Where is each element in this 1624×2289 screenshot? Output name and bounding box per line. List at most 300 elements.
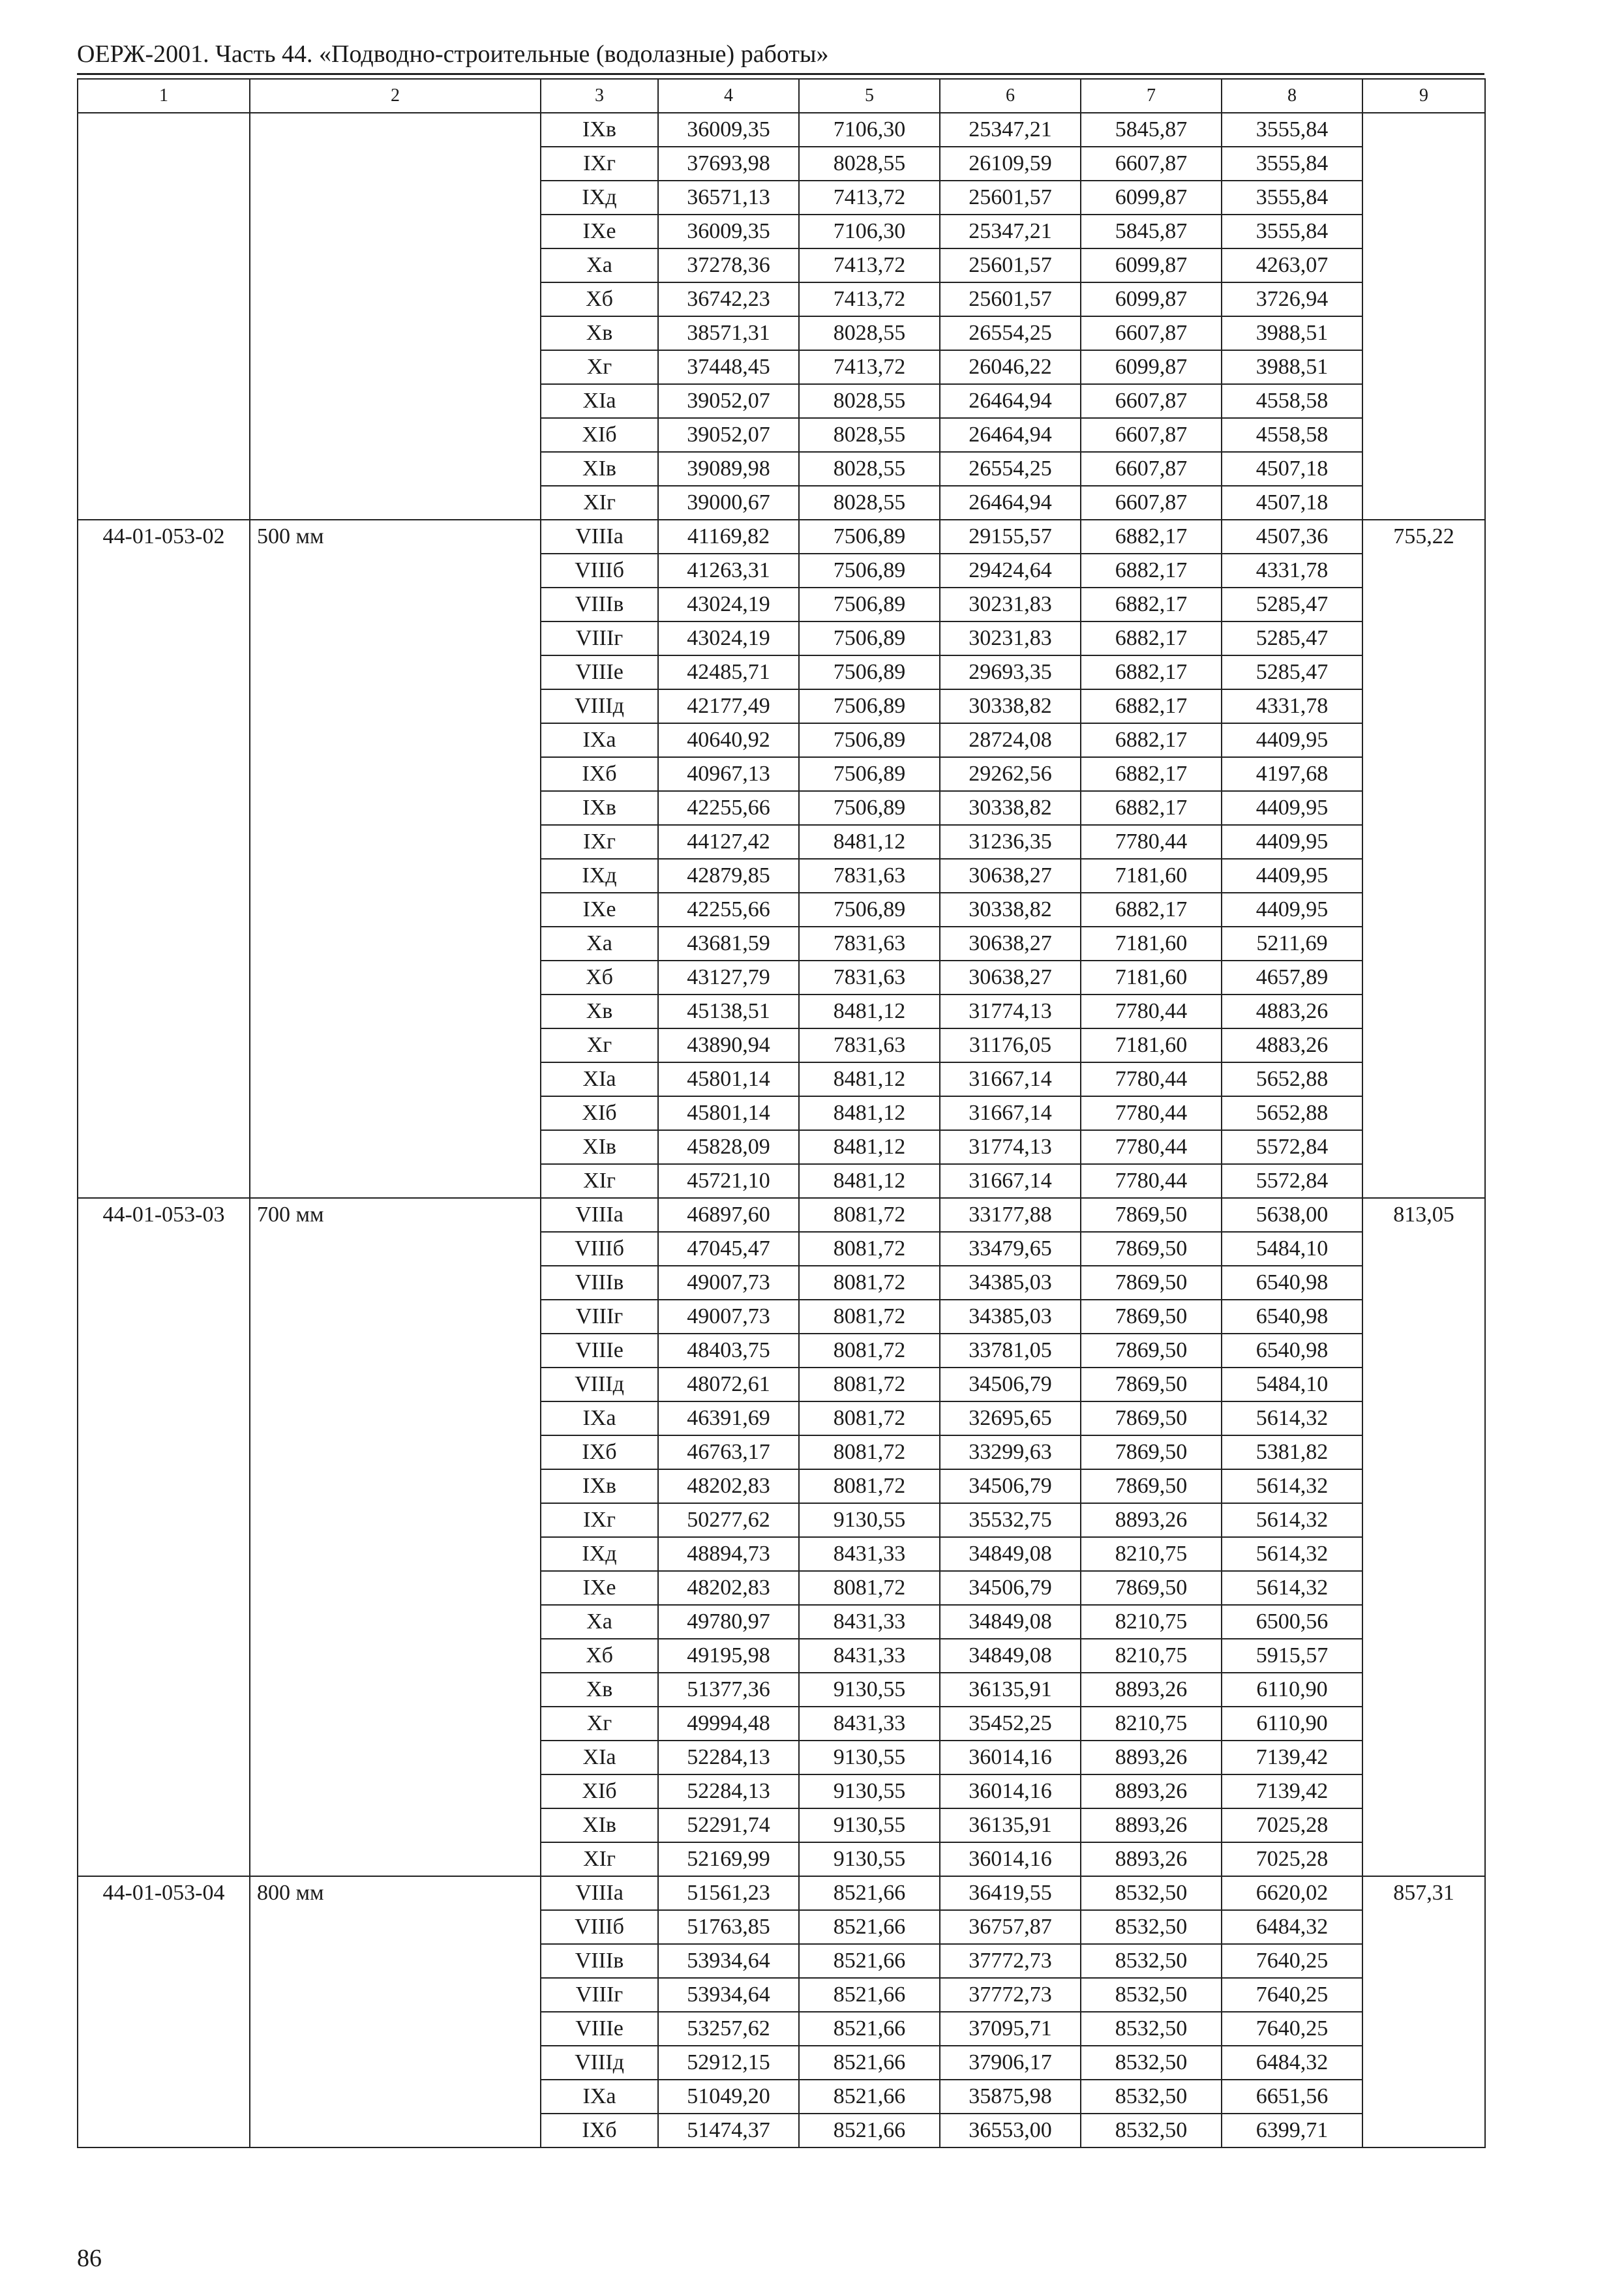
category-cell: VIIIе <box>541 2012 658 2046</box>
column-header: 4 <box>658 79 799 113</box>
category-cell: VIIIд <box>541 689 658 723</box>
price-table <box>77 78 1486 2148</box>
value-cell: 37693,98 <box>658 147 799 181</box>
category-cell: IXб <box>541 757 658 791</box>
value-cell: 25347,21 <box>940 215 1081 248</box>
rate-name-cell: 800 мм <box>250 1876 541 2147</box>
category-cell: Xб <box>541 1639 658 1673</box>
value-cell: 26464,94 <box>940 384 1081 418</box>
value-cell: 7869,50 <box>1081 1571 1222 1605</box>
value-cell: 8210,75 <box>1081 1605 1222 1639</box>
category-cell: XIг <box>541 1164 658 1198</box>
value-cell: 8893,26 <box>1081 1808 1222 1842</box>
value-cell: 4883,26 <box>1222 1028 1362 1062</box>
value-cell: 8028,55 <box>799 147 940 181</box>
value-cell: 6540,98 <box>1222 1266 1362 1300</box>
category-cell: XIг <box>541 1842 658 1876</box>
value-cell: 3555,84 <box>1222 147 1362 181</box>
category-cell: IXб <box>541 2114 658 2147</box>
value-cell: 7869,50 <box>1081 1334 1222 1368</box>
value-cell: 7831,63 <box>799 927 940 961</box>
value-cell: 5381,82 <box>1222 1435 1362 1469</box>
column-header: 9 <box>1362 79 1485 113</box>
value-cell: 48072,61 <box>658 1368 799 1401</box>
value-cell: 7506,89 <box>799 689 940 723</box>
value-cell: 35452,25 <box>940 1707 1081 1741</box>
category-cell: VIIIа <box>541 1876 658 1910</box>
value-cell: 7780,44 <box>1081 825 1222 859</box>
value-cell: 7106,30 <box>799 113 940 147</box>
value-cell: 5915,57 <box>1222 1639 1362 1673</box>
value-cell: 30338,82 <box>940 689 1081 723</box>
rate-code-cell: 44-01-053-02 <box>78 520 250 1198</box>
value-cell: 31236,35 <box>940 825 1081 859</box>
value-cell: 4263,07 <box>1222 248 1362 282</box>
value-cell: 7506,89 <box>799 621 940 655</box>
value-cell: 8893,26 <box>1081 1503 1222 1537</box>
value-cell: 25601,57 <box>940 248 1081 282</box>
value-cell: 8028,55 <box>799 486 940 520</box>
value-cell: 45828,09 <box>658 1130 799 1164</box>
value-cell: 38571,31 <box>658 316 799 350</box>
category-cell: VIIIб <box>541 1232 658 1266</box>
value-cell: 6607,87 <box>1081 316 1222 350</box>
value-cell: 6882,17 <box>1081 723 1222 757</box>
value-cell: 37772,73 <box>940 1978 1081 2012</box>
value-cell: 6607,87 <box>1081 486 1222 520</box>
column9-cell: 755,22 <box>1362 520 1485 1198</box>
value-cell: 8081,72 <box>799 1300 940 1334</box>
value-cell: 5638,00 <box>1222 1198 1362 1232</box>
value-cell: 6099,87 <box>1081 350 1222 384</box>
value-cell: 43127,79 <box>658 961 799 995</box>
value-cell: 8431,33 <box>799 1639 940 1673</box>
category-cell: IXв <box>541 113 658 147</box>
category-cell: IXг <box>541 147 658 181</box>
category-cell: VIIIб <box>541 554 658 588</box>
value-cell: 28724,08 <box>940 723 1081 757</box>
value-cell: 6099,87 <box>1081 282 1222 316</box>
value-cell: 36009,35 <box>658 215 799 248</box>
column-header-row <box>78 79 1485 113</box>
value-cell: 51763,85 <box>658 1910 799 1944</box>
category-cell: Xг <box>541 350 658 384</box>
value-cell: 7506,89 <box>799 554 940 588</box>
value-cell: 26464,94 <box>940 418 1081 452</box>
value-cell: 7869,50 <box>1081 1266 1222 1300</box>
value-cell: 30638,27 <box>940 961 1081 995</box>
value-cell: 7506,89 <box>799 588 940 621</box>
value-cell: 42255,66 <box>658 791 799 825</box>
value-cell: 8532,50 <box>1081 1876 1222 1910</box>
value-cell: 6882,17 <box>1081 554 1222 588</box>
value-cell: 7831,63 <box>799 859 940 893</box>
value-cell: 6651,56 <box>1222 2080 1362 2114</box>
value-cell: 48403,75 <box>658 1334 799 1368</box>
category-cell: Xа <box>541 927 658 961</box>
value-cell: 8028,55 <box>799 384 940 418</box>
value-cell: 36135,91 <box>940 1808 1081 1842</box>
value-cell: 40640,92 <box>658 723 799 757</box>
value-cell: 36571,13 <box>658 181 799 215</box>
value-cell: 34849,08 <box>940 1605 1081 1639</box>
value-cell: 31774,13 <box>940 1130 1081 1164</box>
value-cell: 48202,83 <box>658 1469 799 1503</box>
value-cell: 33177,88 <box>940 1198 1081 1232</box>
value-cell: 5845,87 <box>1081 215 1222 248</box>
value-cell: 26109,59 <box>940 147 1081 181</box>
value-cell: 26554,25 <box>940 316 1081 350</box>
value-cell: 6540,98 <box>1222 1300 1362 1334</box>
value-cell: 6882,17 <box>1081 893 1222 927</box>
table-row <box>78 1198 1485 1232</box>
value-cell: 52284,13 <box>658 1774 799 1808</box>
category-cell: XIв <box>541 1808 658 1842</box>
value-cell: 53257,62 <box>658 2012 799 2046</box>
category-cell: Xв <box>541 316 658 350</box>
value-cell: 49195,98 <box>658 1639 799 1673</box>
value-cell: 8521,66 <box>799 1910 940 1944</box>
value-cell: 7869,50 <box>1081 1401 1222 1435</box>
value-cell: 8081,72 <box>799 1198 940 1232</box>
category-cell: XIв <box>541 1130 658 1164</box>
value-cell: 7780,44 <box>1081 1096 1222 1130</box>
value-cell: 5614,32 <box>1222 1571 1362 1605</box>
value-cell: 8081,72 <box>799 1334 940 1368</box>
value-cell: 42177,49 <box>658 689 799 723</box>
value-cell: 7413,72 <box>799 248 940 282</box>
value-cell: 8210,75 <box>1081 1707 1222 1741</box>
value-cell: 7780,44 <box>1081 1130 1222 1164</box>
value-cell: 45721,10 <box>658 1164 799 1198</box>
value-cell: 7506,89 <box>799 791 940 825</box>
value-cell: 45801,14 <box>658 1062 799 1096</box>
value-cell: 6882,17 <box>1081 621 1222 655</box>
value-cell: 31667,14 <box>940 1164 1081 1198</box>
value-cell: 4409,95 <box>1222 859 1362 893</box>
value-cell: 7506,89 <box>799 893 940 927</box>
value-cell: 6882,17 <box>1081 520 1222 554</box>
value-cell: 6882,17 <box>1081 588 1222 621</box>
value-cell: 8081,72 <box>799 1435 940 1469</box>
value-cell: 8532,50 <box>1081 1910 1222 1944</box>
column-header: 1 <box>78 79 250 113</box>
value-cell: 4507,18 <box>1222 486 1362 520</box>
value-cell: 36014,16 <box>940 1741 1081 1774</box>
value-cell: 6620,02 <box>1222 1876 1362 1910</box>
value-cell: 39089,98 <box>658 452 799 486</box>
value-cell: 25601,57 <box>940 181 1081 215</box>
value-cell: 7869,50 <box>1081 1198 1222 1232</box>
value-cell: 6882,17 <box>1081 757 1222 791</box>
value-cell: 5614,32 <box>1222 1469 1362 1503</box>
value-cell: 26554,25 <box>940 452 1081 486</box>
value-cell: 8431,33 <box>799 1707 940 1741</box>
value-cell: 51049,20 <box>658 2080 799 2114</box>
category-cell: Xа <box>541 248 658 282</box>
category-cell: XIг <box>541 486 658 520</box>
value-cell: 7506,89 <box>799 655 940 689</box>
value-cell: 5572,84 <box>1222 1164 1362 1198</box>
category-cell: IXа <box>541 723 658 757</box>
value-cell: 35532,75 <box>940 1503 1081 1537</box>
category-cell: VIIIд <box>541 2046 658 2080</box>
rate-code-cell <box>78 113 250 520</box>
value-cell: 6110,90 <box>1222 1673 1362 1707</box>
value-cell: 31774,13 <box>940 995 1081 1028</box>
value-cell: 7181,60 <box>1081 859 1222 893</box>
value-cell: 3555,84 <box>1222 113 1362 147</box>
category-cell: IXа <box>541 1401 658 1435</box>
column9-cell: 857,31 <box>1362 1876 1485 2147</box>
category-cell: VIIIв <box>541 588 658 621</box>
value-cell: 30338,82 <box>940 791 1081 825</box>
value-cell: 8081,72 <box>799 1571 940 1605</box>
value-cell: 6484,32 <box>1222 2046 1362 2080</box>
column-header: 3 <box>541 79 658 113</box>
category-cell: XIа <box>541 1062 658 1096</box>
value-cell: 36009,35 <box>658 113 799 147</box>
value-cell: 7869,50 <box>1081 1435 1222 1469</box>
value-cell: 7869,50 <box>1081 1232 1222 1266</box>
column-header: 5 <box>799 79 940 113</box>
value-cell: 8532,50 <box>1081 1944 1222 1978</box>
value-cell: 7413,72 <box>799 350 940 384</box>
value-cell: 5614,32 <box>1222 1537 1362 1571</box>
value-cell: 35875,98 <box>940 2080 1081 2114</box>
value-cell: 5211,69 <box>1222 927 1362 961</box>
value-cell: 37095,71 <box>940 2012 1081 2046</box>
column-header: 2 <box>250 79 541 113</box>
value-cell: 8210,75 <box>1081 1537 1222 1571</box>
category-cell: IXд <box>541 859 658 893</box>
value-cell: 6399,71 <box>1222 2114 1362 2147</box>
value-cell: 8431,33 <box>799 1537 940 1571</box>
category-cell: Xв <box>541 995 658 1028</box>
category-cell: XIб <box>541 1096 658 1130</box>
category-cell: VIIIб <box>541 1910 658 1944</box>
value-cell: 8081,72 <box>799 1469 940 1503</box>
value-cell: 34506,79 <box>940 1571 1081 1605</box>
value-cell: 8893,26 <box>1081 1774 1222 1808</box>
page-number: 86 <box>77 2245 102 2272</box>
value-cell: 31667,14 <box>940 1062 1081 1096</box>
value-cell: 6607,87 <box>1081 418 1222 452</box>
value-cell: 33299,63 <box>940 1435 1081 1469</box>
value-cell: 7413,72 <box>799 181 940 215</box>
value-cell: 7831,63 <box>799 961 940 995</box>
value-cell: 5285,47 <box>1222 588 1362 621</box>
value-cell: 37906,17 <box>940 2046 1081 2080</box>
category-cell: XIб <box>541 1774 658 1808</box>
column9-cell: 813,05 <box>1362 1198 1485 1876</box>
value-cell: 5484,10 <box>1222 1368 1362 1401</box>
value-cell: 5652,88 <box>1222 1096 1362 1130</box>
value-cell: 7106,30 <box>799 215 940 248</box>
column-header: 8 <box>1222 79 1362 113</box>
value-cell: 8521,66 <box>799 1978 940 2012</box>
value-cell: 48894,73 <box>658 1537 799 1571</box>
value-cell: 8532,50 <box>1081 2012 1222 2046</box>
value-cell: 3988,51 <box>1222 350 1362 384</box>
value-cell: 8521,66 <box>799 1876 940 1910</box>
value-cell: 36135,91 <box>940 1673 1081 1707</box>
value-cell: 39052,07 <box>658 384 799 418</box>
category-cell: XIа <box>541 384 658 418</box>
category-cell: VIIIг <box>541 1300 658 1334</box>
value-cell: 6607,87 <box>1081 452 1222 486</box>
value-cell: 34385,03 <box>940 1300 1081 1334</box>
value-cell: 37772,73 <box>940 1944 1081 1978</box>
value-cell: 50277,62 <box>658 1503 799 1537</box>
value-cell: 8521,66 <box>799 1944 940 1978</box>
value-cell: 36419,55 <box>940 1876 1081 1910</box>
category-cell: VIIIв <box>541 1944 658 1978</box>
value-cell: 5484,10 <box>1222 1232 1362 1266</box>
value-cell: 30231,83 <box>940 621 1081 655</box>
value-cell: 9130,55 <box>799 1503 940 1537</box>
value-cell: 39000,67 <box>658 486 799 520</box>
value-cell: 36014,16 <box>940 1842 1081 1876</box>
value-cell: 4331,78 <box>1222 554 1362 588</box>
value-cell: 49780,97 <box>658 1605 799 1639</box>
value-cell: 8481,12 <box>799 1130 940 1164</box>
value-cell: 8081,72 <box>799 1232 940 1266</box>
category-cell: Xг <box>541 1707 658 1741</box>
value-cell: 5285,47 <box>1222 621 1362 655</box>
value-cell: 6540,98 <box>1222 1334 1362 1368</box>
value-cell: 52284,13 <box>658 1741 799 1774</box>
value-cell: 26464,94 <box>940 486 1081 520</box>
value-cell: 34849,08 <box>940 1639 1081 1673</box>
value-cell: 8532,50 <box>1081 2080 1222 2114</box>
value-cell: 8481,12 <box>799 1096 940 1130</box>
value-cell: 45138,51 <box>658 995 799 1028</box>
category-cell: XIа <box>541 1741 658 1774</box>
value-cell: 43681,59 <box>658 927 799 961</box>
table-body <box>78 113 1485 2147</box>
value-cell: 8210,75 <box>1081 1639 1222 1673</box>
value-cell: 4409,95 <box>1222 723 1362 757</box>
value-cell: 4409,95 <box>1222 893 1362 927</box>
value-cell: 4197,68 <box>1222 757 1362 791</box>
category-cell: IXе <box>541 1571 658 1605</box>
value-cell: 45801,14 <box>658 1096 799 1130</box>
category-cell: VIIIа <box>541 520 658 554</box>
category-cell: IXг <box>541 825 658 859</box>
value-cell: 41263,31 <box>658 554 799 588</box>
value-cell: 5652,88 <box>1222 1062 1362 1096</box>
rate-name-cell: 500 мм <box>250 520 541 1198</box>
category-cell: IXе <box>541 215 658 248</box>
value-cell: 3555,84 <box>1222 215 1362 248</box>
value-cell: 4657,89 <box>1222 961 1362 995</box>
value-cell: 7780,44 <box>1081 1164 1222 1198</box>
category-cell: IXе <box>541 893 658 927</box>
value-cell: 7640,25 <box>1222 1944 1362 1978</box>
value-cell: 4409,95 <box>1222 825 1362 859</box>
value-cell: 42879,85 <box>658 859 799 893</box>
value-cell: 5614,32 <box>1222 1401 1362 1435</box>
value-cell: 4558,58 <box>1222 384 1362 418</box>
value-cell: 7506,89 <box>799 723 940 757</box>
value-cell: 8521,66 <box>799 2012 940 2046</box>
value-cell: 36553,00 <box>940 2114 1081 2147</box>
value-cell: 6882,17 <box>1081 791 1222 825</box>
value-cell: 7181,60 <box>1081 1028 1222 1062</box>
value-cell: 46763,17 <box>658 1435 799 1469</box>
value-cell: 43890,94 <box>658 1028 799 1062</box>
rate-code-cell: 44-01-053-04 <box>78 1876 250 2147</box>
table-row <box>78 1876 1485 1910</box>
value-cell: 4409,95 <box>1222 791 1362 825</box>
value-cell: 8532,50 <box>1081 1978 1222 2012</box>
value-cell: 8893,26 <box>1081 1741 1222 1774</box>
value-cell: 52291,74 <box>658 1808 799 1842</box>
value-cell: 34506,79 <box>940 1368 1081 1401</box>
value-cell: 8028,55 <box>799 418 940 452</box>
value-cell: 29424,64 <box>940 554 1081 588</box>
value-cell: 5285,47 <box>1222 655 1362 689</box>
value-cell: 46391,69 <box>658 1401 799 1435</box>
category-cell: Xб <box>541 961 658 995</box>
value-cell: 43024,19 <box>658 621 799 655</box>
value-cell: 7506,89 <box>799 520 940 554</box>
category-cell: IXв <box>541 1469 658 1503</box>
value-cell: 33479,65 <box>940 1232 1081 1266</box>
value-cell: 7025,28 <box>1222 1842 1362 1876</box>
value-cell: 8431,33 <box>799 1605 940 1639</box>
value-cell: 48202,83 <box>658 1571 799 1605</box>
value-cell: 4331,78 <box>1222 689 1362 723</box>
category-cell: VIIIе <box>541 1334 658 1368</box>
value-cell: 6484,32 <box>1222 1910 1362 1944</box>
value-cell: 36014,16 <box>940 1774 1081 1808</box>
value-cell: 8481,12 <box>799 1062 940 1096</box>
value-cell: 8028,55 <box>799 452 940 486</box>
category-cell: IXа <box>541 2080 658 2114</box>
value-cell: 6607,87 <box>1081 384 1222 418</box>
category-cell: IXб <box>541 1435 658 1469</box>
value-cell: 4883,26 <box>1222 995 1362 1028</box>
value-cell: 37448,45 <box>658 350 799 384</box>
value-cell: 7640,25 <box>1222 2012 1362 2046</box>
value-cell: 25601,57 <box>940 282 1081 316</box>
value-cell: 3988,51 <box>1222 316 1362 350</box>
value-cell: 52912,15 <box>658 2046 799 2080</box>
category-cell: Xв <box>541 1673 658 1707</box>
value-cell: 6607,87 <box>1081 147 1222 181</box>
value-cell: 6882,17 <box>1081 655 1222 689</box>
category-cell: IXд <box>541 181 658 215</box>
value-cell: 6099,87 <box>1081 181 1222 215</box>
value-cell: 4507,36 <box>1222 520 1362 554</box>
value-cell: 8081,72 <box>799 1401 940 1435</box>
category-cell: VIIIа <box>541 1198 658 1232</box>
value-cell: 36757,87 <box>940 1910 1081 1944</box>
value-cell: 7780,44 <box>1081 995 1222 1028</box>
value-cell: 8521,66 <box>799 2114 940 2147</box>
value-cell: 7139,42 <box>1222 1774 1362 1808</box>
value-cell: 52169,99 <box>658 1842 799 1876</box>
value-cell: 30638,27 <box>940 859 1081 893</box>
value-cell: 6110,90 <box>1222 1707 1362 1741</box>
value-cell: 51377,36 <box>658 1673 799 1707</box>
value-cell: 9130,55 <box>799 1808 940 1842</box>
value-cell: 8521,66 <box>799 2046 940 2080</box>
column-header: 6 <box>940 79 1081 113</box>
value-cell: 8521,66 <box>799 2080 940 2114</box>
